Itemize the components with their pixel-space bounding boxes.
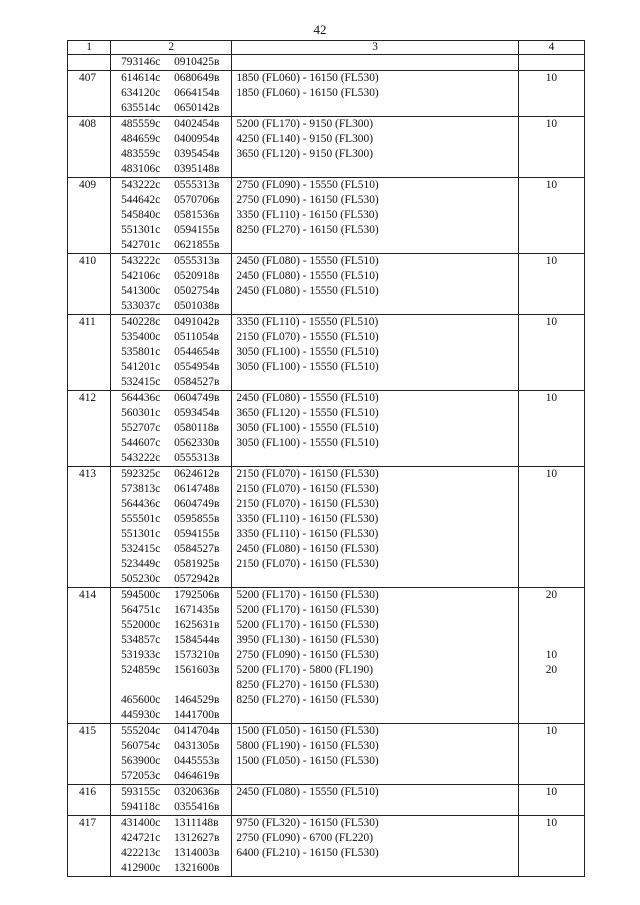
longitude-value: 0395148в (174, 163, 220, 175)
coordinate-line (111, 754, 231, 769)
value-cell (518, 588, 584, 724)
coordinates-cell (111, 785, 232, 816)
coordinate-line (111, 451, 231, 466)
latitude-value: 541201с (121, 361, 161, 373)
coordinate-line (111, 147, 231, 162)
latitude-value: 634120с (121, 87, 161, 99)
coordinate-line (111, 572, 231, 587)
longitude-value: 0414704в (174, 725, 220, 737)
latitude-value: 542701с (121, 239, 161, 251)
longitude-value: 1625631в (174, 619, 220, 631)
latitude-value: 545840с (121, 209, 161, 221)
altitude-range-line: 2150 (FL070) - 16150 (FL530) (236, 468, 379, 480)
table-row (68, 724, 585, 785)
altitude-range-line: 3350 (FL110) - 16150 (FL530) (236, 209, 379, 221)
coordinate-line (111, 512, 231, 527)
coordinate-line (111, 284, 231, 299)
altitude-range-line: 2150 (FL070) - 16150 (FL530) (236, 498, 379, 510)
altitude-range-line: 3350 (FL110) - 16150 (FL530) (236, 528, 379, 540)
row-number-cell (68, 55, 111, 71)
row-number-cell: 417 (68, 816, 111, 877)
longitude-value: 0621855в (174, 239, 220, 251)
latitude-value: 505230с (121, 573, 161, 585)
longitude-value: 0554954в (174, 361, 220, 373)
latitude-value: 572053с (121, 770, 161, 782)
longitude-value: 0572942в (174, 573, 220, 585)
longitude-value: 1792506в (174, 589, 220, 601)
coordinate-line (111, 527, 231, 542)
row-number-cell: 414 (68, 588, 111, 724)
coordinate-line (111, 193, 231, 208)
value-line: 10 (545, 179, 558, 191)
altitude-range-line: 4250 (FL140) - 9150 (FL300) (236, 133, 373, 145)
coordinates-cell (111, 391, 232, 467)
longitude-value: 1441700в (174, 709, 220, 721)
coordinate-line (111, 467, 231, 482)
coordinate-line (111, 663, 231, 678)
latitude-value: 523449с (121, 558, 161, 570)
value-cell (518, 785, 584, 816)
longitude-value: 0555313в (174, 452, 220, 464)
latitude-value: 532415с (121, 376, 161, 388)
altitude-range-line: 2750 (FL090) - 6700 (FL220) (236, 832, 373, 844)
coordinate-line (111, 101, 231, 116)
value-line: 10 (545, 255, 558, 267)
coordinate-line (111, 117, 231, 132)
altitude-range-line: 2450 (FL080) - 15550 (FL510) (236, 392, 379, 404)
latitude-value: 535801с (121, 346, 161, 358)
coordinate-line (111, 406, 231, 421)
coordinate-line (111, 345, 231, 360)
table-row (68, 588, 585, 724)
altitude-range-line: 5200 (FL170) - 9150 (FL300) (236, 118, 373, 130)
latitude-value: 534857с (121, 634, 161, 646)
table-row (68, 785, 585, 816)
longitude-value: 1671435в (174, 604, 220, 616)
coordinate-line (111, 588, 231, 603)
altitude-range-line: 2450 (FL080) - 16150 (FL530) (236, 543, 379, 555)
altitude-range-line: 8250 (FL270) - 16150 (FL530) (236, 694, 379, 706)
coordinate-line (111, 785, 231, 800)
column-header-1: 1 (68, 41, 111, 55)
coordinates-cell (111, 55, 232, 71)
coordinates-cell (111, 71, 232, 117)
row-number-cell: 407 (68, 71, 111, 117)
longitude-value: 0355416в (174, 801, 220, 813)
altitude-range-cell (232, 724, 519, 785)
altitude-range-cell (232, 117, 519, 178)
row-number-cell: 409 (68, 178, 111, 254)
coordinate-line (111, 360, 231, 375)
longitude-value: 0464619в (174, 770, 220, 782)
coordinates-cell (111, 254, 232, 315)
coordinate-line (111, 299, 231, 314)
value-line: 10 (545, 817, 558, 829)
longitude-value: 1312627в (174, 832, 220, 844)
altitude-range-line: 9750 (FL320) - 16150 (FL530) (236, 817, 379, 829)
table-row (68, 467, 585, 588)
longitude-value: 1573210в (174, 649, 220, 661)
latitude-value: 445930с (121, 709, 161, 721)
coordinate-line (111, 603, 231, 618)
coordinate-line (111, 633, 231, 648)
coordinate-line (111, 557, 231, 572)
altitude-range-line: 2750 (FL090) - 16150 (FL530) (236, 194, 379, 206)
value-line: 10 (545, 725, 558, 737)
coordinate-line (111, 238, 231, 253)
altitude-range-line: 2150 (FL070) - 16150 (FL530) (236, 483, 379, 495)
coordinate-line (111, 132, 231, 147)
latitude-value: 563900с (121, 755, 161, 767)
altitude-range-cell (232, 816, 519, 877)
latitude-value: 422213с (121, 847, 161, 859)
value-cell (518, 254, 584, 315)
coordinate-line (111, 542, 231, 557)
table-row (68, 391, 585, 467)
altitude-range-line: 2750 (FL090) - 16150 (FL530) (236, 649, 379, 661)
longitude-value: 0320636в (174, 786, 220, 798)
latitude-value: 564751с (121, 604, 161, 616)
longitude-value: 1584544в (174, 634, 220, 646)
altitude-range-line: 8250 (FL270) - 16150 (FL530) (236, 679, 379, 691)
latitude-value: 560754с (121, 740, 161, 752)
coordinate-line (111, 86, 231, 101)
altitude-range-line: 5200 (FL170) - 5800 (FL190) (236, 664, 373, 676)
value-line (519, 603, 584, 618)
altitude-range-line: 1850 (FL060) - 16150 (FL530) (236, 72, 379, 84)
longitude-value: 0614748в (174, 483, 220, 495)
longitude-value: 1314003в (174, 847, 220, 859)
latitude-value: 484659с (121, 133, 161, 145)
longitude-value: 0594155в (174, 224, 220, 236)
longitude-value: 0910425в (174, 56, 220, 68)
altitude-range-line: 3050 (FL100) - 15550 (FL510) (236, 361, 379, 373)
table-row (68, 816, 585, 877)
value-line: 10 (545, 468, 558, 480)
altitude-range-line: 5200 (FL170) - 16150 (FL530) (236, 589, 379, 601)
coordinate-line (111, 831, 231, 846)
altitude-range-cell (232, 391, 519, 467)
altitude-range-line: 3350 (FL110) - 16150 (FL530) (236, 513, 379, 525)
column-header-2: 2 (111, 41, 232, 55)
altitude-range-cell (232, 588, 519, 724)
value-line (519, 618, 584, 633)
longitude-value: 0544654в (174, 346, 220, 358)
altitude-range-line: 1850 (FL060) - 16150 (FL530) (236, 87, 379, 99)
longitude-value: 1311148в (174, 817, 219, 829)
coordinate-line (111, 375, 231, 390)
altitude-range-line: 5200 (FL170) - 16150 (FL530) (236, 604, 379, 616)
altitude-range-line: 1500 (FL050) - 16150 (FL530) (236, 755, 379, 767)
longitude-value: 0502754в (174, 285, 220, 297)
longitude-value: 0501038в (174, 300, 220, 312)
coordinate-line (111, 618, 231, 633)
coordinate-line (111, 800, 231, 815)
value-cell (518, 71, 584, 117)
altitude-range-line: 3350 (FL110) - 15550 (FL510) (236, 316, 379, 328)
value-line (519, 633, 584, 648)
value-line: 10 (545, 649, 558, 661)
altitude-range-cell (232, 71, 519, 117)
latitude-value: 533037с (121, 300, 161, 312)
coordinates-cell (111, 117, 232, 178)
longitude-value: 0445553в (174, 755, 220, 767)
altitude-range-line: 2450 (FL080) - 15550 (FL510) (236, 786, 379, 798)
longitude-value: 0511054в (174, 331, 219, 343)
coordinate-line (111, 436, 231, 451)
latitude-value: 431400с (121, 817, 161, 829)
row-number-cell: 412 (68, 391, 111, 467)
row-number-cell: 411 (68, 315, 111, 391)
latitude-value: 564436с (121, 392, 161, 404)
value-cell (518, 467, 584, 588)
latitude-value: 614614с (121, 72, 161, 84)
latitude-value: 541300с (121, 285, 161, 297)
coordinate-line (111, 421, 231, 436)
column-header-4: 4 (518, 41, 584, 55)
longitude-value: 0624612в (174, 468, 220, 480)
latitude-value: 635514с (121, 102, 161, 114)
longitude-value: 0664154в (174, 87, 220, 99)
latitude-value: 544642с (121, 194, 161, 206)
coordinates-cell (111, 467, 232, 588)
column-header-3: 3 (232, 41, 519, 55)
latitude-value: 564436с (121, 498, 161, 510)
coordinate-line (111, 482, 231, 497)
coordinates-cell (111, 588, 232, 724)
altitude-range-cell (232, 785, 519, 816)
coordinates-cell (111, 178, 232, 254)
table-row (68, 178, 585, 254)
coordinate-line (111, 208, 231, 223)
value-line: 10 (545, 72, 558, 84)
value-line: 10 (545, 316, 558, 328)
longitude-value: 0584527в (174, 376, 220, 388)
longitude-value: 1561603в (174, 664, 220, 676)
longitude-value: 0580118в (174, 422, 219, 434)
value-line: 20 (545, 589, 558, 601)
altitude-range-line: 5200 (FL170) - 16150 (FL530) (236, 619, 379, 631)
altitude-range-line: 3650 (FL120) - 15550 (FL510) (236, 407, 379, 419)
table-row (68, 71, 585, 117)
latitude-value: 555204с (121, 725, 161, 737)
coordinate-line (111, 55, 231, 70)
coordinate-line (111, 178, 231, 193)
value-cell (518, 55, 584, 71)
coordinate-line (111, 497, 231, 512)
altitude-range-line: 2450 (FL080) - 15550 (FL510) (236, 285, 379, 297)
altitude-range-cell (232, 315, 519, 391)
longitude-value: 0650142в (174, 102, 220, 114)
coordinate-line (111, 162, 231, 177)
airspace-table (67, 40, 585, 877)
altitude-range-line: 2150 (FL070) - 15550 (FL510) (236, 331, 379, 343)
longitude-value: 0581925в (174, 558, 220, 570)
coordinates-cell (111, 315, 232, 391)
value-cell (518, 117, 584, 178)
latitude-value: 551301с (121, 224, 161, 236)
table-row (68, 117, 585, 178)
longitude-value: 0593454в (174, 407, 220, 419)
latitude-value: 483106с (121, 163, 161, 175)
page-number: 42 (313, 22, 327, 37)
altitude-range-line: 2450 (FL080) - 15550 (FL510) (236, 270, 379, 282)
altitude-range-cell (232, 178, 519, 254)
latitude-value: 573813с (121, 483, 161, 495)
table-body (68, 55, 585, 877)
longitude-value: 1321600в (174, 862, 220, 874)
latitude-value: 543222с (121, 452, 161, 464)
latitude-value: 542106с (121, 270, 161, 282)
value-cell (518, 178, 584, 254)
coordinate-line (111, 708, 231, 723)
coordinate-line (111, 724, 231, 739)
coordinate-line (111, 254, 231, 269)
row-number-cell: 410 (68, 254, 111, 315)
longitude-value: 0570706в (174, 194, 220, 206)
latitude-value: 543222с (121, 179, 161, 191)
table-row (68, 55, 585, 71)
latitude-value: 532415с (121, 543, 161, 555)
latitude-value: 552000с (121, 619, 161, 631)
longitude-value: 0595855в (174, 513, 220, 525)
longitude-value: 0555313в (174, 255, 220, 267)
longitude-value: 0395454в (174, 148, 220, 160)
row-number-cell: 408 (68, 117, 111, 178)
coordinate-line (111, 648, 231, 663)
coordinate-line (111, 269, 231, 284)
coordinate-line (111, 330, 231, 345)
altitude-range-cell (232, 254, 519, 315)
value-line: 10 (545, 786, 558, 798)
latitude-value: 540228с (121, 316, 161, 328)
altitude-range-line: 3950 (FL130) - 16150 (FL530) (236, 634, 379, 646)
value-cell (518, 724, 584, 785)
table-row (68, 315, 585, 391)
latitude-value: 552707с (121, 422, 161, 434)
longitude-value: 0520918в (174, 270, 220, 282)
latitude-value: 543222с (121, 255, 161, 267)
row-number-cell: 413 (68, 467, 111, 588)
longitude-value: 0555313в (174, 179, 220, 191)
coordinates-cell (111, 724, 232, 785)
row-number-cell: 415 (68, 724, 111, 785)
latitude-value: 560301с (121, 407, 161, 419)
value-cell (518, 315, 584, 391)
coordinate-line (111, 739, 231, 754)
coordinate-line (111, 846, 231, 861)
altitude-range-cell (232, 467, 519, 588)
latitude-value: 483559с (121, 148, 161, 160)
altitude-range-line: 3050 (FL100) - 15550 (FL510) (236, 422, 379, 434)
altitude-range-line: 2450 (FL080) - 15550 (FL510) (236, 255, 379, 267)
longitude-value: 0594155в (174, 528, 220, 540)
latitude-value: 465600с (121, 694, 161, 706)
altitude-range-line: 8250 (FL270) - 16150 (FL530) (236, 224, 379, 236)
altitude-range-line: 1500 (FL050) - 16150 (FL530) (236, 725, 379, 737)
longitude-value: 0402454в (174, 118, 220, 130)
coordinate-line (111, 315, 231, 330)
latitude-value: 555501с (121, 513, 161, 525)
altitude-range-line: 2150 (FL070) - 16150 (FL530) (236, 558, 379, 570)
latitude-value: 485559с (121, 118, 161, 130)
longitude-value: 0581536в (174, 209, 220, 221)
coordinate-line (111, 769, 231, 784)
coordinate-line (111, 816, 231, 831)
coordinate-line (111, 861, 231, 876)
latitude-value: 551301с (121, 528, 161, 540)
coordinate-line (111, 223, 231, 238)
altitude-range-line: 2750 (FL090) - 15550 (FL510) (236, 179, 379, 191)
table-header-row (68, 41, 585, 55)
longitude-value: 0604749в (174, 392, 220, 404)
coordinate-line (111, 693, 231, 708)
latitude-value: 531933с (121, 649, 161, 661)
altitude-range-line: 3050 (FL100) - 15550 (FL510) (236, 437, 379, 449)
coordinates-cell (111, 816, 232, 877)
altitude-range-line: 3050 (FL100) - 15550 (FL510) (236, 346, 379, 358)
altitude-range-line: 6400 (FL210) - 16150 (FL530) (236, 847, 379, 859)
altitude-range-line: 5800 (FL190) - 16150 (FL530) (236, 740, 379, 752)
coordinate-line (111, 678, 231, 693)
latitude-value: 593155с (121, 786, 161, 798)
row-number-cell: 416 (68, 785, 111, 816)
value-cell (518, 391, 584, 467)
longitude-value: 0604749в (174, 498, 220, 510)
latitude-value: 793146с (121, 56, 161, 68)
value-cell (518, 816, 584, 877)
latitude-value: 594500с (121, 589, 161, 601)
altitude-range-line: 3650 (FL120) - 9150 (FL300) (236, 148, 373, 160)
latitude-value: 544607с (121, 437, 161, 449)
latitude-value: 412900с (121, 862, 161, 874)
longitude-value: 0400954в (174, 133, 220, 145)
coordinate-line (111, 71, 231, 86)
latitude-value: 594118с (121, 801, 160, 813)
latitude-value: 592325с (121, 468, 161, 480)
table-row (68, 254, 585, 315)
value-line: 20 (545, 664, 558, 676)
latitude-value: 524859с (121, 664, 161, 676)
longitude-value: 0491042в (174, 316, 220, 328)
coordinate-line (111, 391, 231, 406)
longitude-value: 0680649в (174, 72, 220, 84)
longitude-value: 0584527в (174, 543, 220, 555)
longitude-value: 0431305в (174, 740, 220, 752)
value-line: 10 (545, 118, 558, 130)
longitude-value: 1464529в (174, 694, 220, 706)
value-line: 10 (545, 392, 558, 404)
longitude-value: 0562330в (174, 437, 220, 449)
latitude-value: 424721с (121, 832, 161, 844)
altitude-range-cell (232, 55, 519, 71)
latitude-value: 535400с (121, 331, 161, 343)
